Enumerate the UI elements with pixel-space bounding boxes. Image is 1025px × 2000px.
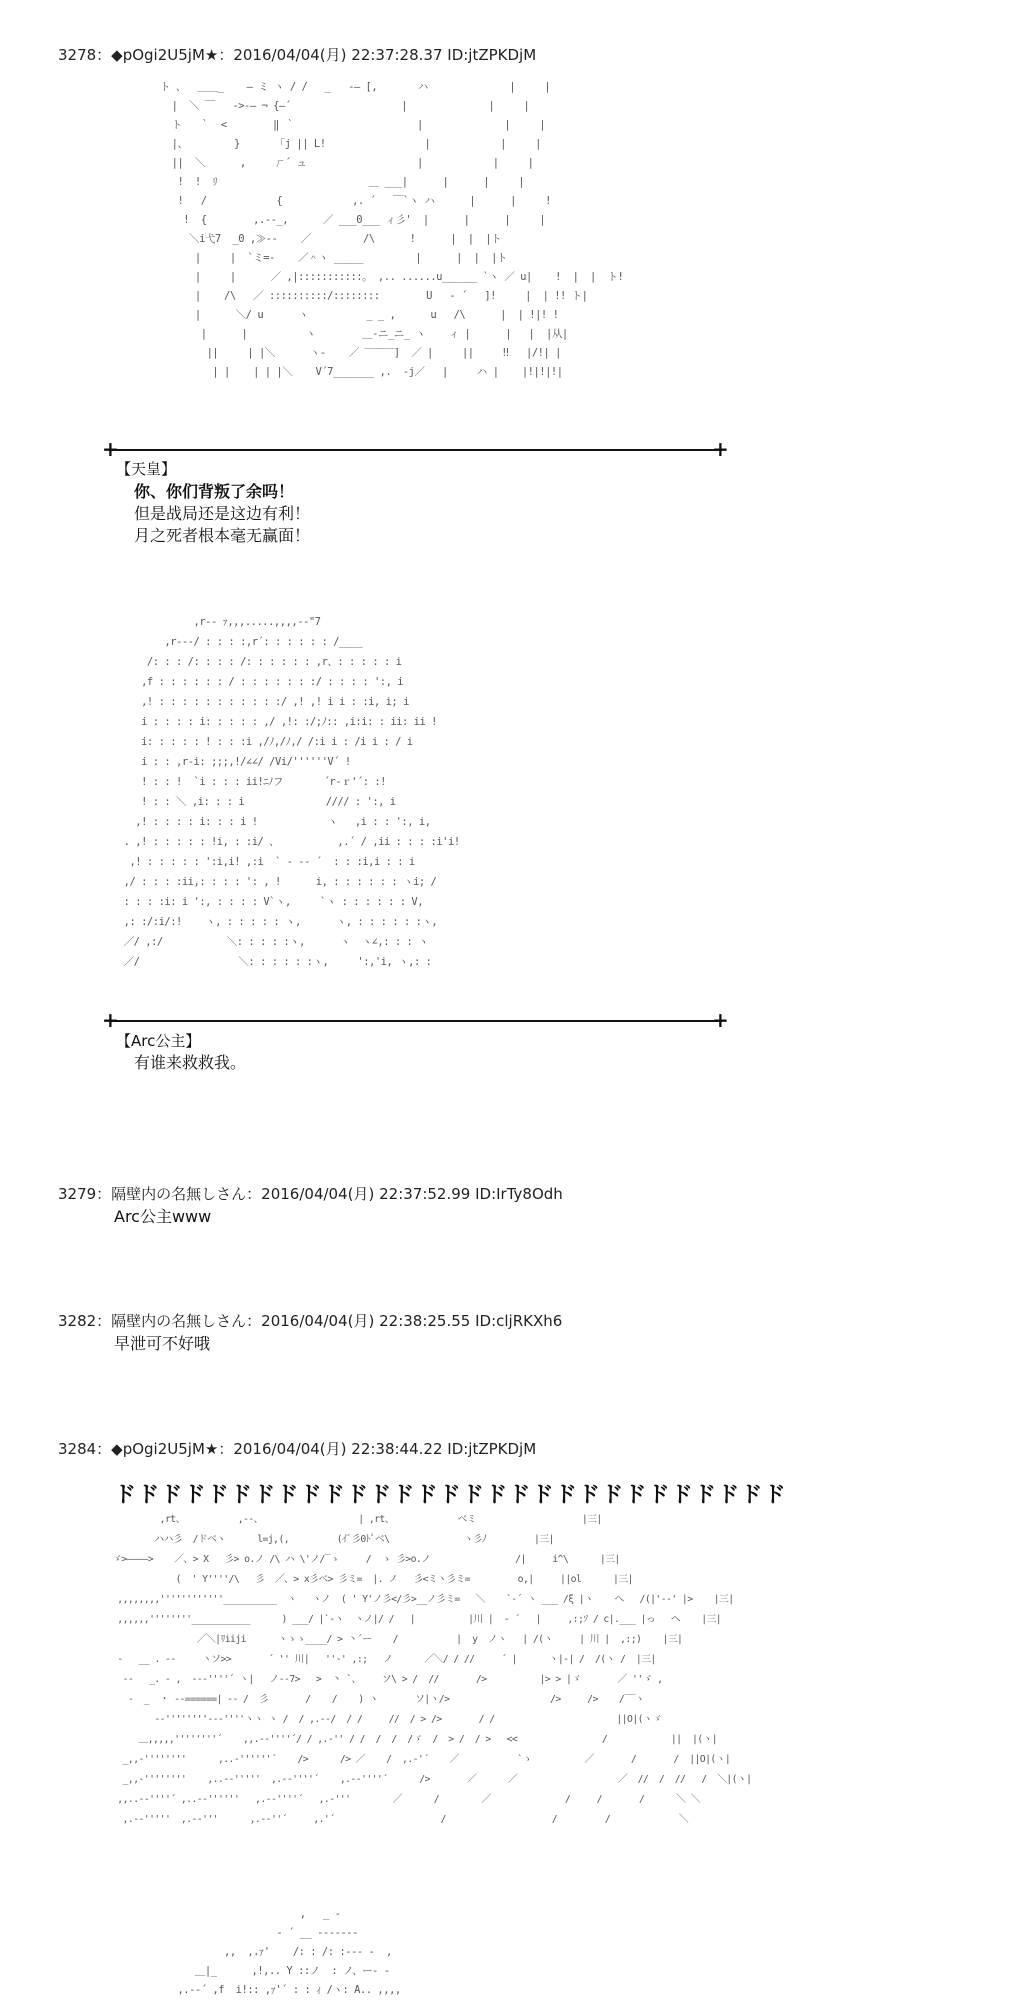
divider-right-cross: + bbox=[712, 437, 729, 461]
divider-left-cross: + bbox=[102, 1008, 119, 1032]
dialogue-line: 你、你们背叛了余吗！ bbox=[134, 482, 295, 501]
ascii-art-crowd: ,rt、 ,‐-、 | ,rt、 ベミ |三| ハハ彡 /ドベヽ l=j,(, (ｲﾞ彡0ﾄﾟベ\ ヽ彡ﾉ |三| ゞ>――――> ／、> X 彡> o.ノ /\ ハ \'ノ/‾ゝ / ゝ 彡>o.ノ /| i^\ |三| ( ' Y''''/\ 彡 ／、> x彡ベ> 彡ミ= |. ノ 彡<ミヽ彡ミ= o,| ||ol |三| ,,,,,,,,''''''''''''__________ ヽ ヽノ ( ' Y'ノ彡</彡>__ノ彡ミ= ＼ `‐´ ヽ ___ /ξ |ヽ へ /(|'--' |> |三| ,,,,,,''''''''___________ ) ___/ |`‐ヽ ヽノ|/ / | |川 | ‐ ´ | ,:;ｿ / c|.___ |っ へ |三| ／＼|ﾘiiji ヽゝゝ____/ > 丶´ー / | y ノヽ | /(ヽ | 川 | ,:;) |三| ‐ __ . -‐ ヽソ>> ´ '' 川| ''-' ,:; ノ ／＼/ / // ´ | ヽ|‐| / /(ヽ / |三| -‐ _. ‐ , ‐-‐''''´ ヽ| ノ-‐7> > 丶 `、 ソ\ > / // /> |> > |ゞ ／ ''ゞ , ‐ _ ・ -‐======| ‐‐ / 彡 / / ) ヽ ソ|ヽ/> /> /> /‾‾ヽ ‐‐''''''''‐-‐''''ヽヽ ヽ / / ,.‐‐/ / / // / > /> / / ||O|(ヽゞ ＿,,,,,''''''''´ ,,.-‐''''´/ / ,.‐'' / / / / /ゞ / > / / > << / || |(ヽ| _,,-'''''''' ,..-''''''´ /> /> ／ / ,.-'´ ／ `ゝ ／ / / ||O|(ヽ| _,,-'''''''' ,..-‐''''' ,.‐‐''''´ ,.-‐''''´ /> ／ ／ ／ // / // / ＼|(ヽ| ,,..-‐''''´ ,..-‐'''''' ,.-‐''''´ ,.‐''' ／ / ／ / / / ＼ ＼ ,.-‐''''' ,.-‐''' ,.-‐''´ ,.'´ / / / ＼ bbox=[112, 1514, 752, 1825]
sfx-rumble: ドドドドドドドドドドドドドドドドドドドドドドドドドドドドド bbox=[114, 1483, 787, 1508]
post-header: 3279：隔壁内の名無しさん：2016/04/04(月) 22:37:52.99 ID:IrTy8Odh bbox=[58, 1185, 563, 1203]
divider-line bbox=[110, 449, 722, 451]
post-body: Arc公主www bbox=[114, 1207, 212, 1226]
divider-right-cross: + bbox=[712, 1008, 729, 1032]
dialogue-line: 月之死者根本毫无赢面！ bbox=[134, 526, 311, 545]
divider-left-cross: + bbox=[102, 437, 119, 461]
ascii-art-arc: ,r‐‐ ｧ,,,.....,,,,‐‐"7 ,r‐‐‐/ : : : :,r´: : : : : : /____ /: : : /: : : : /: : : : : : ,r、: : : : : i ,f : : : : : : / : : : : : : :/ : : : : ':, i ,! : : : : : : : : : : :/ ,! ,! i i : :i, i; i i : : : : i: : : : : ,/ ,!: :/;ﾉ:: ,i:i: : ii: ii ! i: : : : : ! : : :i ,/ﾉ,/ﾉ,/ /:i i : /i i : / i i : : ,r‐i: ;;;,!/∠∠/ /Vi/''''''V´ ! ! : : ! `i : : : ii!ﾆﾉフ ´r‐ｒ'´: :! ! : : ＼ ,i: : : i //// : ':, i ,! : : : : i: : : i ! ヽ ,i : : ':, i, . ,! : : : : : !i, : :i/ 、 ,.´ / ,ii : : : :i'i! ,! : : : : : ':i,i! ,:i ` ‐ -- ´ : : :i,i : : i ,/ : : : :ii,: : : : ': , ! i, : : : : : : ヽi; / : : : :i: i ':, : : : : V`ヽ, `ヽ : : : : : : V, ,: :/:i/:! ヽ, : : : : : ヽ, ヽ, : : : : : :ヽ, ／/ ,:/ ＼: : : : :ヽ, ヽ ヽ∠,: : : ヽ ／/ ＼: : : : : :ヽ, ':,'i, ヽ,: : bbox=[123, 616, 460, 968]
post-header: 3278：◆pOgi2U5jM★：2016/04/04(月) 22:37:28.37 ID:jtZPKDjM bbox=[58, 46, 537, 64]
divider-line bbox=[110, 1020, 722, 1022]
speaker-label: 【天皇】 bbox=[116, 460, 177, 478]
dialogue-line: 有谁来救救我。 bbox=[134, 1053, 247, 1072]
post-header: 3284：◆pOgi2U5jM★：2016/04/04(月) 22:38:44.22 ID:jtZPKDjM bbox=[58, 1440, 537, 1458]
dialogue-line: 但是战局还是这边有利！ bbox=[134, 504, 311, 523]
speaker-label: 【Arc公主】 bbox=[116, 1032, 201, 1050]
ascii-art-emperor: ト 、 ＿＿_ ― ミ ヽ / / _ -― [, ハ | | | ＼ ￣ ->-― ¬ {―´ | | | ト ｀ < ‖ ｀ | | | |、 } 「j || L! | | | || ＼ , ㄏ´ ュ | | | ! ! ﾘ ＿ ___| | | | ! / { ,. ´ ￣`ヽ ハ | | ! ! { ,.-‐_, ／ ___0___ ィ彡' | | | | ＼i弋7 _0 ,≫‐- ／ /\ ! | | |ト | | `ミ=- ／＾ヽ _____ | | | |ト | | ／ ,|:::::::::::。 ,.. ......u______ `ヽ ／ u| ! | | ト! | /\ ／ ::::::::::/:::::::: U ‐ ´ ]! | | !! ト| | ＼/ u ヽ _ _ , u /\ | | !|! ! | | ヽ ＿-ニ_ニ_ ヽ ィ | | | |从| || | |＼ ヽ- ／ ‾‾‾‾‾] ／ | || ‼ |/!| | | | | | |＼ V´7_______ ,. -j／ | ハ | |!|!|!| bbox=[160, 81, 624, 378]
post-header: 3282：隔壁内の名無しさん：2016/04/04(月) 22:38:25.55 ID:cljRKXh6 bbox=[58, 1312, 563, 1330]
post-body: 早泄可不好哦 bbox=[114, 1334, 211, 1353]
ascii-art-bottom: , _ - - ´ __ -‐----‐ ,, ,.ｧ' /: : /: :--‐ - , ＿|_ ,!,.. Y ::ノ : ノ、ー- ‐ ,.-‐´ ,f i!:: ,ｧ'´ : : ｨ /ヽ: A.. ,,,, bbox=[177, 1908, 401, 1996]
